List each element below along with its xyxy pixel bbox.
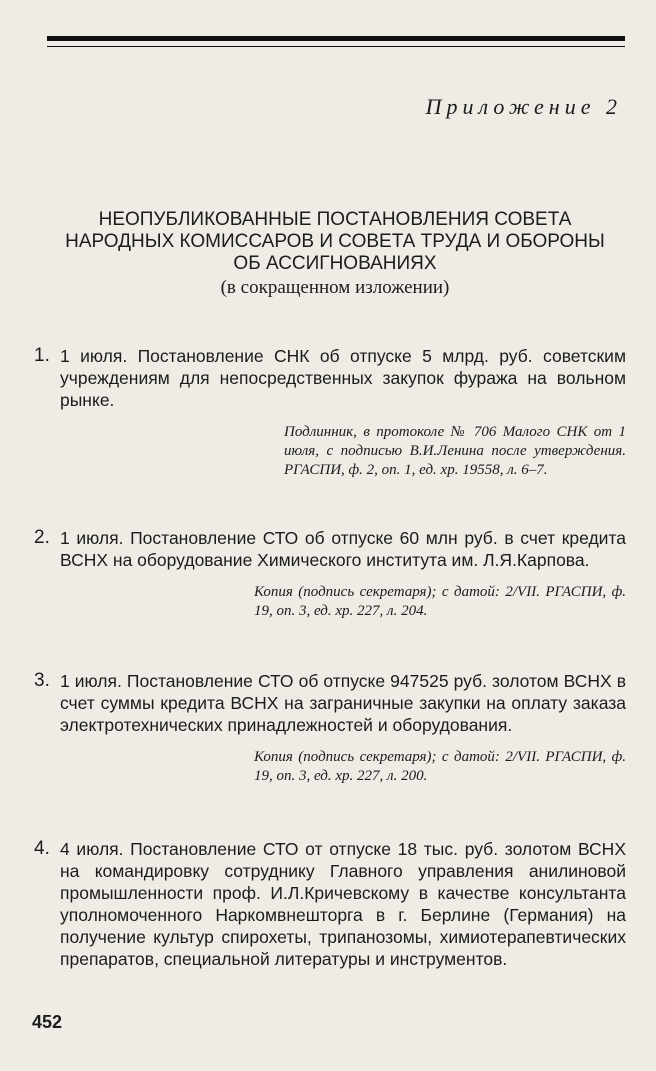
entry-text: 4 июля. Постановление СТО от отпуске 18 тыс. руб. золотом ВСНХ на командировку сотруднику Главного управления анилиновой промышленности проф. И.Л.Кричевскому в качестве консультанта уполномоченного Наркомвнешторга в г. Берлине (Германия) на получение культур спирохеты, трипанозомы, химиотерапевтических препаратов, специальной литературы и инструментов. bbox=[60, 839, 626, 969]
section-header bbox=[40, 209, 630, 299]
section-title-line: ОБ АССИГНОВАНИЯХ bbox=[233, 253, 437, 274]
entry-number: 4. bbox=[34, 838, 50, 859]
entry-item bbox=[34, 527, 626, 621]
entry-text: 1 июля. Постановление СТО об отпуске 947525 руб. золотом ВСНХ в счет суммы кредита ВСНХ на заграничные закупки на оплату заказа электротехнических принадлежностей и оборудования. bbox=[60, 671, 626, 735]
top-rule-thin bbox=[47, 46, 625, 47]
entry-text: 1 июля. Постановление СНК об отпуске 5 млрд. руб. советским учреждениям для непосредственных закупок фуража на вольном рынке. bbox=[60, 346, 626, 410]
entry-source-note: Подлинник, в протоколе № 706 Малого СНК от 1 июля, с подписью В.И.Ленина после утверждения. РГАСПИ, ф. 2, оп. 1, ед. хр. 19558, л. 6–7. bbox=[284, 424, 626, 478]
entry-number: 3. bbox=[34, 670, 50, 691]
section-title-line: НАРОДНЫХ КОМИССАРОВ И СОВЕТА ТРУДА И ОБОРОНЫ bbox=[65, 231, 605, 252]
entry-number: 1. bbox=[34, 345, 50, 366]
appendix-title: Приложение 2 bbox=[425, 94, 622, 119]
entry-item bbox=[34, 345, 626, 480]
section-title-line: НЕОПУБЛИКОВАННЫЕ ПОСТАНОВЛЕНИЯ СОВЕТА bbox=[98, 209, 572, 230]
entry-number: 2. bbox=[34, 527, 50, 548]
entry-item bbox=[34, 670, 626, 786]
top-rule-thick bbox=[47, 36, 625, 41]
page-number: 452 bbox=[32, 1012, 63, 1032]
entry-text: 1 июля. Постановление СТО об отпуске 60 млн руб. в счет кредита ВСНХ на оборудование Химического института им. Л.Я.Карпова. bbox=[60, 528, 626, 570]
section-subtitle: (в сокращенном изложении) bbox=[220, 277, 450, 298]
entry-item bbox=[34, 838, 626, 970]
entry-source-note: Копия (подпись секретаря); с датой: 2/VII. РГАСПИ, ф. 19, оп. 3, ед. хр. 227, л. 204. bbox=[254, 584, 626, 619]
entry-source-note: Копия (подпись секретаря); с датой: 2/VII. РГАСПИ, ф. 19, оп. 3, ед. хр. 227, л. 200. bbox=[254, 749, 626, 784]
